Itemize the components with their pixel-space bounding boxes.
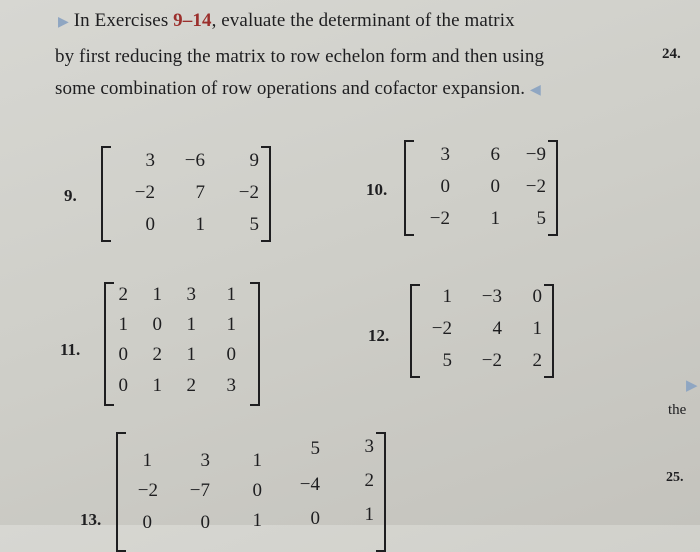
matrix-cell: −2	[525, 176, 546, 197]
matrix-9	[101, 146, 271, 242]
matrix-cell: 0	[226, 344, 236, 365]
matrix-cell: 6	[490, 144, 500, 165]
matrix-cell: −3	[481, 286, 502, 307]
matrix-cell: 2	[532, 350, 542, 371]
matrix-cell: 1	[252, 510, 262, 531]
side-marker-icon: ▶	[686, 378, 698, 394]
matrix-cell: 5	[442, 350, 452, 371]
side-text-the: the	[668, 402, 687, 418]
matrix-cell: 1	[186, 314, 196, 335]
matrix-cell: 1	[195, 214, 205, 235]
matrix-cell: 1	[226, 284, 236, 305]
matrix-right-bracket	[548, 140, 558, 236]
matrix-cell: −2	[137, 480, 158, 501]
instructions-text-1b: , evaluate the determinant of the matrix	[211, 10, 515, 31]
matrix-cell: 1	[226, 314, 236, 335]
matrix-cell: 5	[536, 208, 546, 229]
matrix-cell: 1	[118, 314, 128, 335]
matrix-cell: 1	[152, 375, 162, 396]
matrix-cell: −4	[299, 474, 320, 495]
matrix-cell: 2	[364, 470, 374, 491]
matrix-cell: −2	[429, 208, 450, 229]
matrix-13	[116, 432, 386, 552]
matrix-cell: 1	[252, 450, 262, 471]
instructions-line-3	[55, 78, 541, 100]
instructions-line-1	[58, 10, 515, 32]
matrix-cell: 3	[440, 144, 450, 165]
matrix-right-bracket	[250, 282, 260, 406]
matrix-cell: 3	[364, 436, 374, 457]
matrix-cell: 3	[200, 450, 210, 471]
matrix-cell: 3	[145, 150, 155, 171]
matrix-left-bracket	[410, 284, 420, 378]
problem-number-11: 11.	[60, 340, 81, 359]
matrix-cell: 0	[490, 176, 500, 197]
matrix-cell: 0	[152, 314, 162, 335]
matrix-cell: 1	[490, 208, 500, 229]
exercise-range: 9–14	[173, 10, 212, 31]
matrix-cell: −2	[134, 182, 155, 203]
matrix-cell: −2	[238, 182, 259, 203]
section-marker-icon: ▶	[58, 15, 69, 30]
matrix-cell: 1	[442, 286, 452, 307]
problem-number-10: 10.	[366, 180, 388, 199]
side-number-25: 25.	[666, 470, 684, 485]
matrix-cell: 3	[186, 284, 196, 305]
matrix-10	[404, 140, 558, 236]
matrix-cell: 0	[440, 176, 450, 197]
matrix-cell: 0	[118, 344, 128, 365]
instructions-line-2: by first reducing the matrix to row echelon form and then using	[55, 46, 545, 67]
instructions-text-3: some combination of row operations and cofactor expansion.	[55, 78, 526, 99]
matrix-cell: 0	[252, 480, 262, 501]
matrix-12	[410, 284, 554, 378]
matrix-right-bracket	[261, 146, 271, 242]
matrix-cell: −9	[525, 144, 546, 165]
matrix-cell: −7	[189, 480, 210, 501]
matrix-cell: 1	[142, 450, 152, 471]
matrix-cell: 0	[145, 214, 155, 235]
problem-number-12: 12.	[368, 326, 390, 345]
matrix-cell: 5	[310, 438, 320, 459]
problem-number-9: 9.	[64, 186, 77, 205]
matrix-cell: 0	[310, 508, 320, 529]
matrix-cell: 3	[226, 375, 236, 396]
matrix-cell: 0	[118, 375, 128, 396]
matrix-right-bracket	[544, 284, 554, 378]
matrix-cell: 0	[200, 512, 210, 533]
matrix-cell: 2	[186, 375, 196, 396]
matrix-cell: 2	[118, 284, 128, 305]
instructions-text-1a: In Exercises	[73, 10, 174, 31]
matrix-cell: 1	[186, 344, 196, 365]
matrix-cell: 7	[195, 182, 205, 203]
matrix-11	[104, 282, 260, 406]
end-marker-icon: ◀	[529, 83, 541, 98]
matrix-cell: 1	[532, 318, 542, 339]
matrix-cell: 5	[249, 214, 259, 235]
matrix-cell: 0	[142, 512, 152, 533]
matrix-cell: −6	[184, 150, 205, 171]
matrix-right-bracket	[376, 432, 386, 552]
matrix-left-bracket	[101, 146, 111, 242]
matrix-cell: 9	[249, 150, 259, 171]
matrix-cell: −2	[431, 318, 452, 339]
problem-number-13: 13.	[80, 510, 102, 529]
matrix-cell: 1	[152, 284, 162, 305]
matrix-cell: 2	[152, 344, 162, 365]
matrix-left-bracket	[404, 140, 414, 236]
matrix-cell: −2	[481, 350, 502, 371]
matrix-cell: 1	[364, 504, 374, 525]
matrix-cell: 4	[492, 318, 502, 339]
matrix-cell: 0	[532, 286, 542, 307]
side-number-24: 24.	[662, 46, 681, 62]
